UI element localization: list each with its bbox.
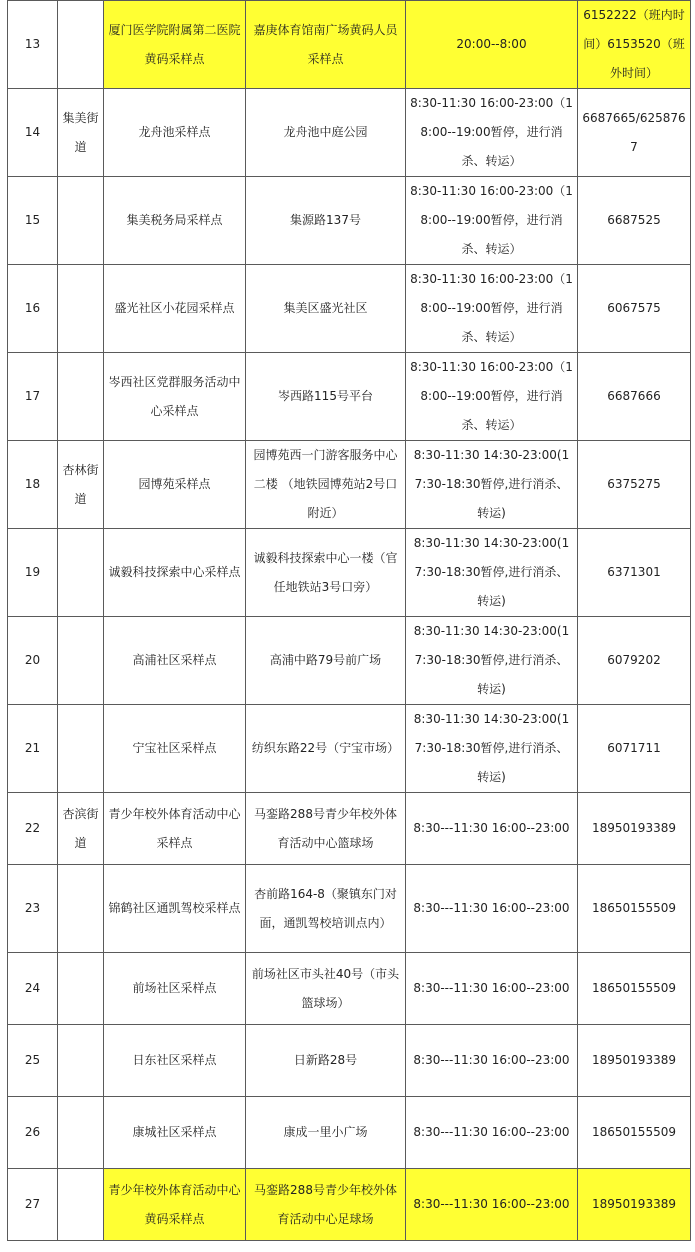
- row-number-cell: 24: [8, 953, 58, 1025]
- site-address-cell: 马銮路288号青少年校外体育活动中心篮球场: [246, 793, 406, 865]
- opening-hours-cell: 8:30---11:30 16:00--23:00: [406, 1169, 578, 1241]
- street-name-cell: [58, 1169, 104, 1241]
- street-name-cell: [58, 265, 104, 353]
- row-number-cell: 27: [8, 1169, 58, 1241]
- contact-phone-cell: 6071711: [578, 705, 691, 793]
- row-number-cell: 17: [8, 353, 58, 441]
- site-name-cell: 盛光社区小花园采样点: [104, 265, 246, 353]
- contact-phone-cell: 18950193389: [578, 793, 691, 865]
- table-row: [8, 953, 691, 1025]
- site-name-cell: 青少年校外体育活动中心采样点: [104, 793, 246, 865]
- row-number-cell: 15: [8, 177, 58, 265]
- site-address-cell: 集源路137号: [246, 177, 406, 265]
- site-name-cell: 锦鹤社区通凯驾校采样点: [104, 865, 246, 953]
- opening-hours-cell: 8:30-11:30 14:30-23:00(17:30-18:30暂停,进行消杀、转运): [406, 617, 578, 705]
- site-address-cell: 园博苑西一门游客服务中心二楼 （地铁园博苑站2号口附近）: [246, 441, 406, 529]
- contact-phone-cell: 18950193389: [578, 1025, 691, 1097]
- opening-hours-cell: 8:30-11:30 14:30-23:00(17:30-18:30暂停,进行消杀、转运): [406, 705, 578, 793]
- contact-phone-cell: 6687666: [578, 353, 691, 441]
- table-row: [8, 441, 691, 529]
- street-name-cell: [58, 1097, 104, 1169]
- contact-phone-cell: 6067575: [578, 265, 691, 353]
- table-row: [8, 1025, 691, 1097]
- table-row: [8, 1, 691, 89]
- opening-hours-cell: 8:30---11:30 16:00--23:00: [406, 793, 578, 865]
- site-address-cell: 康成一里小广场: [246, 1097, 406, 1169]
- site-address-cell: 马銮路288号青少年校外体育活动中心足球场: [246, 1169, 406, 1241]
- table-row: [8, 529, 691, 617]
- table-row: [8, 617, 691, 705]
- table-row: [8, 705, 691, 793]
- contact-phone-cell: 6371301: [578, 529, 691, 617]
- row-number-cell: 26: [8, 1097, 58, 1169]
- row-number-cell: 25: [8, 1025, 58, 1097]
- contact-phone-cell: 6687525: [578, 177, 691, 265]
- opening-hours-cell: 8:30-11:30 16:00-23:00（18:00--19:00暂停，进行消杀、转运）: [406, 353, 578, 441]
- contact-phone-cell: 18650155509: [578, 953, 691, 1025]
- row-number-cell: 21: [8, 705, 58, 793]
- table-row: [8, 1169, 691, 1241]
- site-name-cell: 宁宝社区采样点: [104, 705, 246, 793]
- site-name-cell: 园博苑采样点: [104, 441, 246, 529]
- site-address-cell: 岑西路115号平台: [246, 353, 406, 441]
- street-name-cell: [58, 177, 104, 265]
- opening-hours-cell: 8:30-11:30 16:00-23:00（18:00--19:00暂停，进行消杀、转运）: [406, 89, 578, 177]
- table-row: [8, 1097, 691, 1169]
- opening-hours-cell: 8:30-11:30 14:30-23:00(17:30-18:30暂停,进行消杀、转运): [406, 529, 578, 617]
- street-name-cell: [58, 617, 104, 705]
- sampling-site-table: [7, 0, 691, 1241]
- site-name-cell: 高浦社区采样点: [104, 617, 246, 705]
- street-name-cell: 杏滨街道: [58, 793, 104, 865]
- street-name-cell: [58, 1025, 104, 1097]
- street-name-cell: [58, 865, 104, 953]
- contact-phone-cell: 6079202: [578, 617, 691, 705]
- site-name-cell: 青少年校外体育活动中心黄码采样点: [104, 1169, 246, 1241]
- street-name-cell: [58, 529, 104, 617]
- site-name-cell: 诚毅科技探索中心采样点: [104, 529, 246, 617]
- site-address-cell: 杏前路164-8（聚镇东门对面，通凯驾校培训点内）: [246, 865, 406, 953]
- contact-phone-cell: 6687665/6258767: [578, 89, 691, 177]
- street-name-cell: [58, 705, 104, 793]
- site-name-cell: 集美税务局采样点: [104, 177, 246, 265]
- street-name-cell: 集美街道: [58, 89, 104, 177]
- row-number-cell: 20: [8, 617, 58, 705]
- contact-phone-cell: 18650155509: [578, 1097, 691, 1169]
- table-row: [8, 353, 691, 441]
- site-address-cell: 龙舟池中庭公园: [246, 89, 406, 177]
- site-address-cell: 高浦中路79号前广场: [246, 617, 406, 705]
- opening-hours-cell: 8:30-11:30 14:30-23:00(17:30-18:30暂停,进行消杀、转运): [406, 441, 578, 529]
- site-address-cell: 嘉庚体育馆南广场黄码人员采样点: [246, 1, 406, 89]
- opening-hours-cell: 8:30---11:30 16:00--23:00: [406, 1025, 578, 1097]
- row-number-cell: 14: [8, 89, 58, 177]
- table-row: [8, 265, 691, 353]
- table-row: [8, 177, 691, 265]
- street-name-cell: [58, 353, 104, 441]
- site-name-cell: 龙舟池采样点: [104, 89, 246, 177]
- opening-hours-cell: 8:30-11:30 16:00-23:00（18:00--19:00暂停，进行消杀、转运）: [406, 177, 578, 265]
- site-name-cell: 岑西社区党群服务活动中心采样点: [104, 353, 246, 441]
- row-number-cell: 13: [8, 1, 58, 89]
- site-address-cell: 集美区盛光社区: [246, 265, 406, 353]
- row-number-cell: 23: [8, 865, 58, 953]
- site-address-cell: 前场社区市头社40号（市头篮球场）: [246, 953, 406, 1025]
- site-name-cell: 康城社区采样点: [104, 1097, 246, 1169]
- site-address-cell: 诚毅科技探索中心一楼（官任地铁站3号口旁）: [246, 529, 406, 617]
- contact-phone-cell: 18950193389: [578, 1169, 691, 1241]
- contact-phone-cell: 18650155509: [578, 865, 691, 953]
- site-address-cell: 纺织东路22号（宁宝市场）: [246, 705, 406, 793]
- site-name-cell: 厦门医学院附属第二医院黄码采样点: [104, 1, 246, 89]
- table-row: [8, 793, 691, 865]
- site-address-cell: 日新路28号: [246, 1025, 406, 1097]
- contact-phone-cell: 6152222（班内时间）6153520（班外时间）: [578, 1, 691, 89]
- table-body: [8, 1, 691, 1241]
- table-row: [8, 865, 691, 953]
- opening-hours-cell: 8:30---11:30 16:00--23:00: [406, 953, 578, 1025]
- row-number-cell: 16: [8, 265, 58, 353]
- table-row: [8, 89, 691, 177]
- contact-phone-cell: 6375275: [578, 441, 691, 529]
- row-number-cell: 22: [8, 793, 58, 865]
- opening-hours-cell: 8:30---11:30 16:00--23:00: [406, 865, 578, 953]
- street-name-cell: [58, 953, 104, 1025]
- opening-hours-cell: 8:30---11:30 16:00--23:00: [406, 1097, 578, 1169]
- row-number-cell: 18: [8, 441, 58, 529]
- row-number-cell: 19: [8, 529, 58, 617]
- site-name-cell: 前场社区采样点: [104, 953, 246, 1025]
- street-name-cell: [58, 1, 104, 89]
- opening-hours-cell: 20:00--8:00: [406, 1, 578, 89]
- street-name-cell: 杏林街道: [58, 441, 104, 529]
- site-name-cell: 日东社区采样点: [104, 1025, 246, 1097]
- opening-hours-cell: 8:30-11:30 16:00-23:00（18:00--19:00暂停，进行消杀、转运）: [406, 265, 578, 353]
